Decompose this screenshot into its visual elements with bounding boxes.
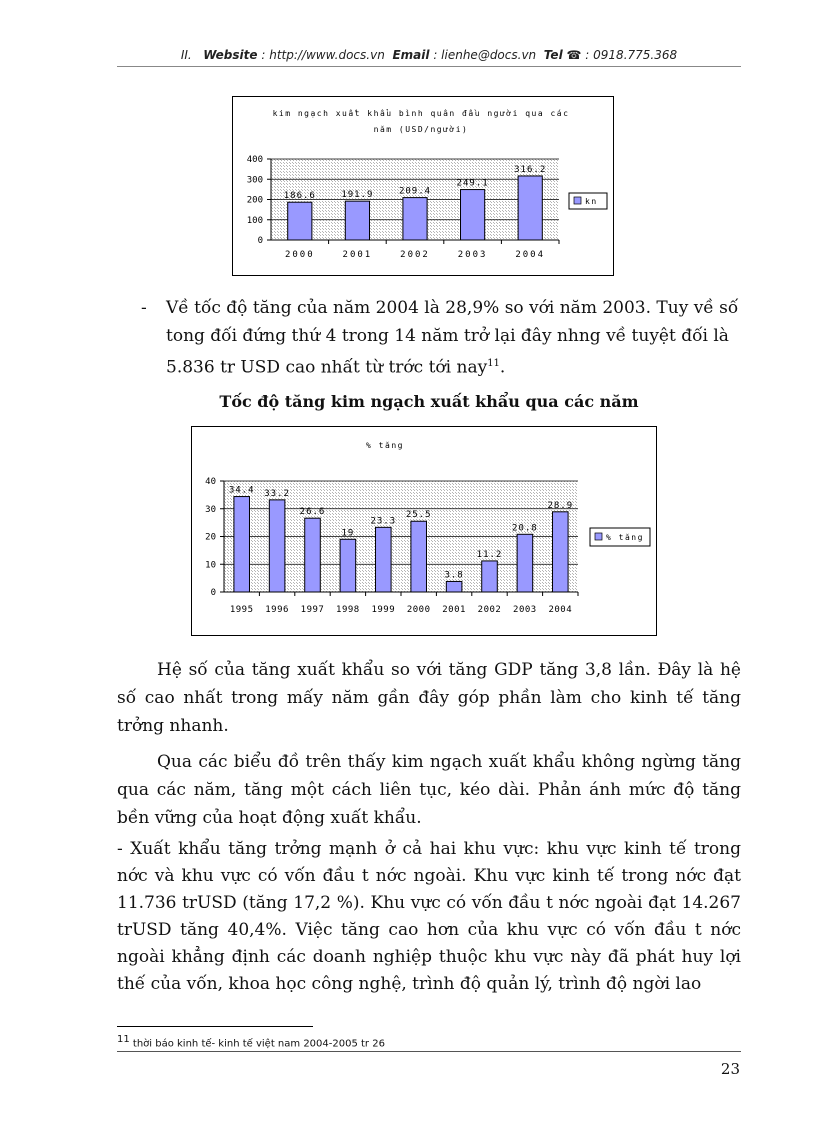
chart1-y-tick-label: 300 [246,175,263,186]
paragraph-export-gdp-ratio: Hệ số của tăng xuất khẩu so với tăng GDP tăng 3,8 lần. Đây là hệ số cao nhất trong mấy năm gần đây góp phần làm cho kinh tế tăng trởng nhanh. [117,660,741,736]
chart2-y-tick-label: 30 [205,504,216,515]
footnote [117,1034,385,1049]
chart2-heading: Tốc độ tăng kim ngạch xuất khẩu qua các năm [219,392,639,411]
header-tel-label: Tel [543,48,563,62]
chart2-x-tick-label: 1999 [371,605,396,615]
chart1-bar [345,201,369,240]
chart2-x-tick-label: 2002 [477,605,502,615]
chart2-y-tick-label: 10 [205,560,216,571]
bullet-line-3-text: 5.836 tr USD cao nhất từ trớc tới nay [166,357,488,378]
chart1-legend-swatch [574,197,581,204]
chart2-legend [590,528,650,546]
chart2-legend-label: % tăng [606,533,644,542]
chart2-bar [553,512,569,592]
footnote-text: thời báo kinh tế- kinh tế việt nam 2004-2005 tr 26 [129,1038,385,1050]
chart-growth-rate [191,426,657,636]
chart1-plot [247,155,559,260]
header-email-label: Email [392,48,430,62]
chart1-data-label: 209.4 [398,186,432,197]
chart1-svg [233,97,613,275]
paragraph-two-sectors: - Xuất khẩu tăng trởng mạnh ở cả hai khu vực: khu vực kinh tế trong nớc và khu vực có vốn đầu t nớc ngoài. Khu vực kinh tế trong nớc đạt 11.736 trUSD (tăng 17,2 %). Khu vực có vốn đầu t nớc ngoài đạt 14.267 trUSD tăng 40,4%. Việc tăng cao hơn của khu vực có vốn đầu t nớc ngoài khẳng định các doanh nghiệp thuộc khu vực này đã phát huy lợi thế của vốn, khoa học công nghệ, trình độ quản lý, trình độ ngời lao [117,839,741,994]
chart2-data-label: 19 [341,528,355,539]
chart1-data-label: 191.9 [341,190,374,201]
chart1-x-tick-label: 2001 [342,250,373,260]
header-tel-value: : 0918.775.368 [585,48,678,62]
chart2-y-tick-label: 0 [210,588,216,598]
chart1-title-line1: kim ngạch xuất khẩu bình quân đầu người qua các [272,109,570,118]
chart2-data-label: 23.3 [370,516,397,527]
footer-rule [117,1051,741,1052]
bullet-text [166,294,741,382]
chart1-bar [288,202,312,240]
chart2-x-tick-label: 1995 [229,605,254,615]
chart1-x-tick-label: 2003 [457,250,488,260]
header-prefix: II. [180,48,192,62]
chart1-bar [403,198,427,240]
chart1-x-tick-label: 2002 [400,250,430,260]
chart1-y-tick-label: 200 [246,195,263,206]
page-number: 23 [720,1060,740,1078]
footnote-rule [117,1026,313,1027]
chart2-bar [517,534,533,592]
chart2-bar [376,527,392,592]
bullet-dash: - [141,298,147,318]
chart2-bar [482,561,498,592]
chart2-x-tick-label: 2000 [406,605,431,615]
chart2-x-tick-label: 2004 [548,605,573,615]
chart2-plot [205,477,578,615]
chart2-data-label: 20.8 [512,523,538,534]
chart1-y-tick-label: 400 [246,155,263,165]
chart2-x-tick-label: 2003 [513,605,537,615]
chart1-bar [461,190,485,240]
chart1-bar [518,176,542,240]
chart1-data-label: 186.6 [283,191,316,202]
footnote-ref: 11 [487,358,500,369]
bullet-line-3-end: . [499,357,506,378]
chart2-bar [234,497,250,592]
header-website-label: Website [203,48,258,62]
paragraph-chart-summary: Qua các biểu đồ trên thấy kim ngạch xuất khẩu không ngừng tăng qua các năm, tăng một cách liên tục, kéo dài. Phản ánh mức độ tăng bền vững của hoạt động xuất khẩu. [117,752,741,828]
phone-icon: ☎ [566,48,582,62]
chart2-y-tick-label: 40 [205,477,216,487]
chart1-legend-label: kn [585,197,598,206]
chart2-bar [446,581,462,592]
chart2-data-label: 33.2 [264,488,290,499]
chart2-data-label: 28.9 [547,500,574,511]
chart1-x-tick-label: 2004 [515,250,546,260]
chart-export-per-capita [232,96,614,276]
footnote-number: 11 [117,1034,130,1045]
chart1-y-tick-label: 0 [257,236,263,246]
chart2-data-label: 11.2 [476,549,503,560]
chart2-x-tick-label: 2001 [442,605,466,615]
chart2-y-tick-label: 20 [205,532,216,543]
chart2-x-tick-label: 1996 [265,605,289,615]
chart1-legend [569,193,607,209]
chart2-legend-swatch [595,533,602,540]
bullet-line-3 [166,350,741,382]
chart2-data-label: 25.5 [405,510,432,521]
header-website-value: : http://www.docs.vn [261,48,385,62]
chart2-bar [269,500,285,592]
chart2-x-tick-label: 1998 [336,605,360,615]
chart2-data-label: 34.4 [228,485,255,496]
chart2-data-label: 26.6 [299,507,326,518]
page-header [117,48,741,62]
chart2-svg [192,427,656,635]
bullet-line-1: Về tốc độ tăng của năm 2004 là 28,9% so với năm 2003. Tuy về số [166,298,739,318]
chart2-data-label: 3.8 [444,570,464,581]
chart2-bar [340,539,356,592]
chart1-data-label: 316.2 [514,164,547,175]
chart1-x-tick-label: 2000 [284,250,315,260]
header-email-value: : lienhe@docs.vn [433,48,537,62]
chart2-bar [411,521,427,592]
chart1-data-label: 249.1 [456,178,489,189]
chart2-title: % tăng [366,441,404,450]
bullet-line-2: tong đối đứng thứ 4 trong 14 năm trở lại đây nhng về tuyệt đối là [166,326,729,346]
chart1-title-line2: năm (USD/người) [373,125,469,134]
header-rule [117,66,741,67]
chart1-y-tick-label: 100 [246,215,263,226]
bullet-growth-rate [141,294,741,382]
chart2-bar [305,518,321,592]
chart2-x-tick-label: 1997 [300,605,325,615]
